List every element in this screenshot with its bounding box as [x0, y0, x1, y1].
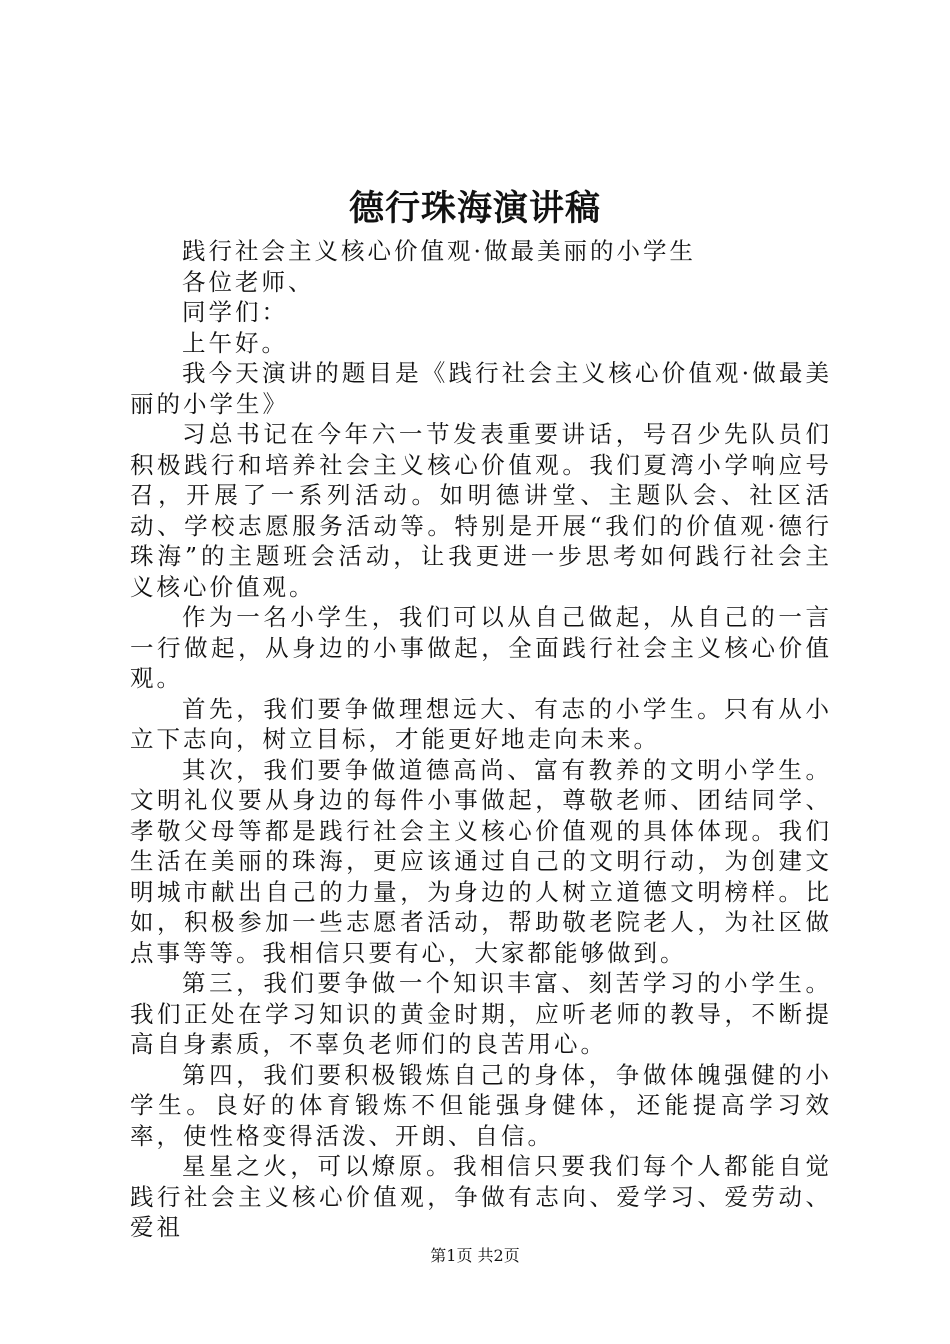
- body-paragraph: 作为一名小学生，我们可以从自己做起，从自己的一言一行做起，从身边的小事做起，全面践行社会主义核心价值观。: [130, 603, 832, 692]
- body-paragraph: 首先，我们要争做理想远大、有志的小学生。只有从小立下志向，树立目标，才能更好地走向未来。: [130, 694, 832, 753]
- body-paragraph: 星星之火，可以燎原。我相信只要我们每个人都能自觉践行社会主义核心价值观，争做有志向、爱学习、爱劳动、爱祖: [130, 1152, 832, 1241]
- document-title: 德行珠海演讲稿: [348, 188, 601, 229]
- body-paragraph: 第四，我们要积极锻炼自己的身体，争做体魄强健的小学生。良好的体育锻炼不但能强身健体，还能提高学习效率，使性格变得活泼、开朗、自信。: [130, 1060, 832, 1150]
- body-paragraph: 其次，我们要争做道德高尚、富有教养的文明小学生。文明礼仪要从身边的每件小事做起，尊敬老师、团结同学、孝敬父母等都是践行社会主义核心价值观的具体体现。我们生活在美丽的珠海，更应该通过自己的文明行动，为创建文明城市献出自己的力量，为身边的人树立道德文明榜样。比如，积极参加一些志愿者活动，帮助敬老院老人，为社区做点事等等。我相信只要有心，大家都能够做到。: [130, 755, 832, 967]
- greeting: 上午好。: [182, 328, 288, 357]
- body-paragraph: 第三，我们要争做一个知识丰富、刻苦学习的小学生。我们正处在学习知识的黄金时期，应听老师的教导，不断提高自身素质，不辜负老师们的良苦用心。: [130, 969, 832, 1058]
- body-paragraph: 我今天演讲的题目是《践行社会主义核心价值观·做最美丽的小学生》: [130, 359, 832, 418]
- page-number-footer: 第1页 共2页: [430, 1246, 520, 1265]
- salutation-teachers: 各位老师、: [182, 267, 315, 296]
- body-paragraph: 习总书记在今年六一节发表重要讲话，号召少先队员们积极践行和培养社会主义核心价值观。我们夏湾小学响应号召，开展了一系列活动。如明德讲堂、主题队会、社区活动、学校志愿服务活动等。特别是开展“我们的价值观·德行珠海”的主题班会活动，让我更进一步思考如何践行社会主义核心价值观。: [130, 420, 832, 601]
- salutation-students: 同学们：: [182, 298, 288, 326]
- document-body: [130, 236, 832, 1243]
- subtitle-line: 践行社会主义核心价值观·做最美丽的小学生: [182, 237, 696, 265]
